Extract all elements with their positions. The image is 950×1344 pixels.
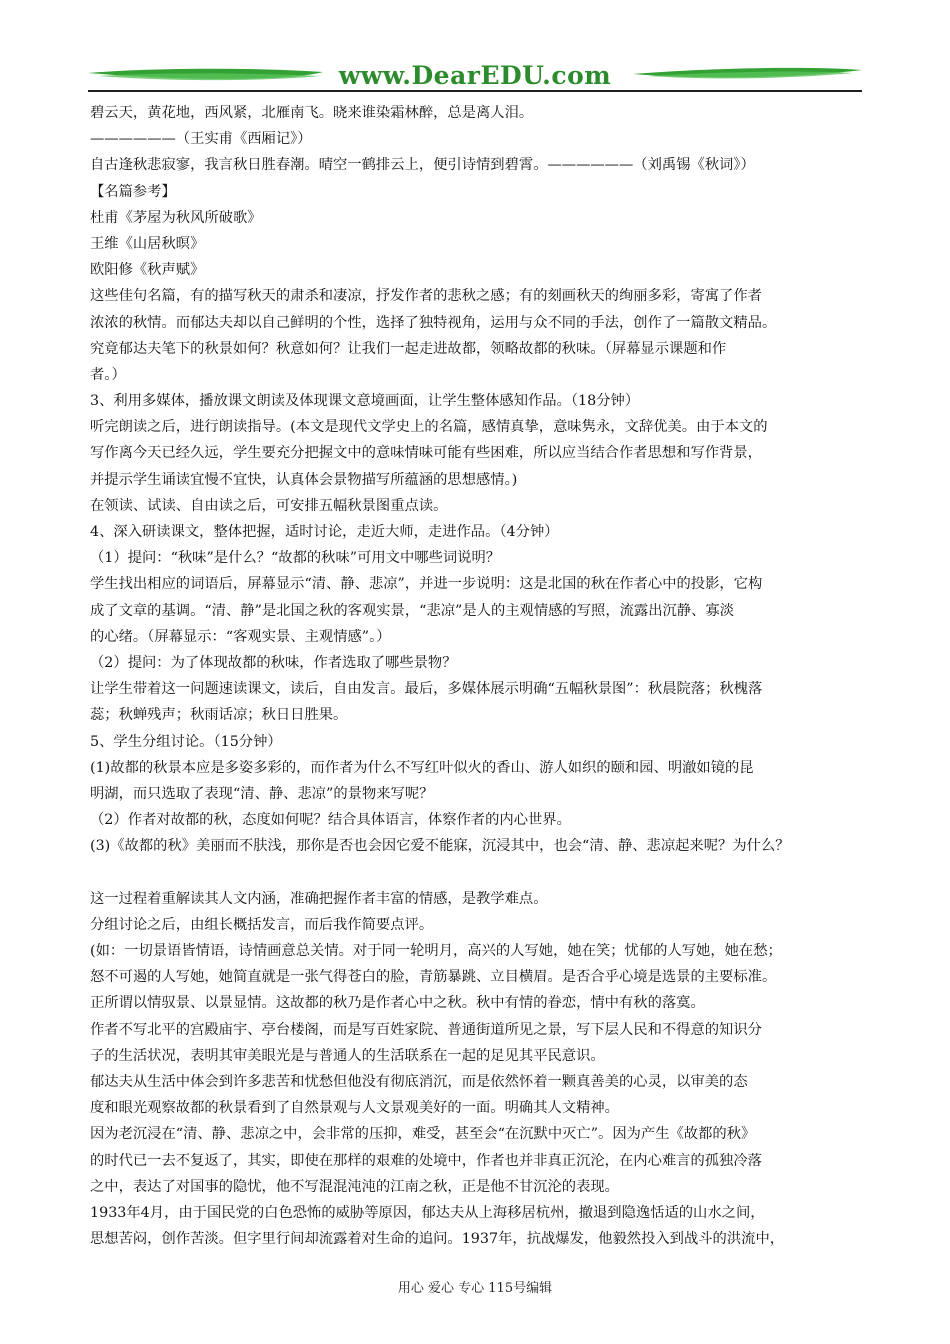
text-line: 碧云天，黄花地，西风紧，北雁南飞。晓来谁染霜林醉，总是离人泪。 bbox=[90, 105, 534, 121]
text-line: 学生找出相应的词语后，屏幕显示“清、静、悲凉”，并进一步说明：这是北国的秋在作者心中的投影，它构 bbox=[90, 576, 763, 593]
document-body bbox=[90, 100, 870, 1252]
text-line: 浓浓的秋情。而郁达夫却以自己鲜明的个性，选择了独特视角，运用与众不同的手法，创作了一篇散文精品。 bbox=[90, 314, 777, 331]
site-logo: www.DearEDU.com bbox=[338, 61, 612, 90]
text-line: 的时代已一去不复返了，其实，即使在那样的艰难的处境中，作者也并非真正沉沦，在内心难言的孤独冷落 bbox=[90, 1152, 762, 1169]
text-line: （2）作者对故都的秋，态度如何呢？结合具体语言，体察作者的内心世界。 bbox=[90, 812, 571, 829]
text-line: 明湖，而只选取了表现“清、静、悲凉”的景物来写呢？ bbox=[90, 785, 434, 802]
text-line: 正所谓以情驭景、以景显情。这故都的秋乃是作者心中之秋。秋中有情的眷恋，情中有秋的落寞。 bbox=[90, 995, 705, 1012]
text-line: (3)《故都的秋》美丽而不肤浅，那你是否也会因它爱不能寐，沉浸其中，也会“清、静、悲凉起来呢？为什么？ bbox=[90, 838, 790, 855]
text-line: 让学生带着这一问题速读课文，读后，自由发言。最后，多媒体展示明确“五幅秋景图”：秋晨院落；秋槐落 bbox=[90, 681, 763, 698]
text-line: 成了文章的基调。“清、静”是北国之秋的客观实景，“悲凉”是人的主观情感的写照，流露出沉静、寡淡 bbox=[90, 602, 734, 619]
text-line: 在领读、试读、自由读之后，可安排五幅秋景图重点读。 bbox=[90, 497, 448, 514]
text-line: 欧阳修《秋声赋》 bbox=[90, 262, 205, 279]
text-line: 这一过程着重解读其人文内涵，准确把握作者丰富的情感，是教学难点。 bbox=[90, 890, 548, 907]
text-line: 之中，表达了对国事的隐忧，他不写混混沌沌的江南之秋，正是他不甘沉沦的表现。 bbox=[90, 1178, 619, 1195]
text-line: 这些佳句名篇，有的描写秋天的肃杀和凄凉，抒发作者的悲秋之感；有的刻画秋天的绚丽多彩，寄寓了作者 bbox=[90, 288, 762, 305]
text-line: 1933年4月，由于国民党的白色恐怖的威胁等原因，郁达夫从上海移居杭州，撤退到隐逸恬适的山水之间， bbox=[90, 1204, 765, 1221]
blank-line bbox=[90, 859, 870, 885]
text-line: （2）提问：为了体现故都的秋味，作者选取了哪些景物？ bbox=[90, 654, 457, 671]
text-line: 因为老沉浸在“清、静、悲凉之中，会非常的压抑，难受，甚至会“在沉默中灭亡”。因为产生《故都的秋》 bbox=[90, 1126, 756, 1143]
text-line: 怒不可遏的人写她，她简直就是一张气得苍白的脸，青筋暴跳、立目横眉。是否合乎心境是选景的主要标准。 bbox=[90, 969, 777, 986]
text-line: 蕊；秋蝉残声；秋雨话凉；秋日日胜果。 bbox=[90, 707, 348, 724]
text-line: 究竟郁达夫笔下的秋景如何？秋意如何？让我们一起走进故都，领略故都的秋味。（屏幕显示课题和作 bbox=[90, 340, 727, 357]
text-line: 的心绪。（屏幕显示：“客观实景、主观情感”。） bbox=[90, 628, 391, 645]
text-line: (1)故都的秋景本应是多姿多彩的，而作者为什么不写红叶似火的香山、游人如织的颐和园、明澈如镜的昆 bbox=[90, 759, 754, 776]
text-line: 分组讨论之后，由组长概括发言，而后我作简要点评。 bbox=[90, 916, 434, 933]
text-line: 3、利用多媒体，播放课文朗读及体现课文意境画面，让学生整体感知作品。（18分钟） bbox=[90, 393, 640, 410]
text-line: 者。） bbox=[90, 366, 126, 383]
text-line: 4、深入研读课文，整体把握，适时讨论，走近大师，走进作品。（4分钟） bbox=[90, 524, 559, 540]
text-line: 子的生活状况，表明其审美眼光是与普通人的生活联系在一起的足见其平民意识。 bbox=[90, 1047, 605, 1064]
text-line: 写作离今天已经久远，学生要充分把握文中的意味情味可能有些困难，所以应当结合作者思想和写作背景， bbox=[90, 445, 762, 462]
text-line: 杜甫《茅屋为秋风所破歌》 bbox=[90, 209, 262, 226]
text-line: 5、学生分组讨论。（15分钟） bbox=[90, 733, 282, 750]
text-line: 王维《山居秋暝》 bbox=[90, 235, 205, 252]
text-line: （1）提问：“秋味”是什么？“故都的秋味”可用文中哪些词说明？ bbox=[90, 550, 501, 567]
text-line: 并提示学生诵读宜慢不宜快，认真体会景物描写所蕴涵的思想感情。) bbox=[90, 471, 518, 488]
text-line: ——————（王实甫《西厢记》） bbox=[90, 131, 312, 148]
page-header bbox=[88, 60, 862, 94]
page-footer: 用心 爱心 专心 115号编辑 bbox=[397, 1281, 553, 1296]
text-line: 郁达夫从生活中体会到许多悲苦和忧愁但他没有彻底消沉，而是依然怀着一颗真善美的心灵，以审美的态 bbox=[90, 1073, 748, 1090]
text-line: 听完朗读之后，进行朗读指导。(本文是现代文学史上的名篇，感情真挚，意味隽永，文辞优美。由于本文的 bbox=[90, 419, 768, 436]
text-line: 思想苦闷，创作苦淡。但字里行间却流露着对生命的追问。1937年，抗战爆发，他毅然投入到战斗的洪流中， bbox=[90, 1231, 785, 1248]
text-line: 度和眼光观察故都的秋景看到了自然景观与人文景观美好的一面。明确其人文精神。 bbox=[90, 1100, 619, 1117]
text-line: 作者不写北平的宫殿庙宇、亭台楼阁，而是写百姓家院、普通街道所见之景，写下层人民和不得意的知识分 bbox=[90, 1021, 762, 1038]
text-line: 自古逢秋悲寂寥，我言秋日胜春潮。晴空一鹤排云上，便引诗情到碧霄。——————（刘禹锡《秋词》） bbox=[90, 157, 755, 174]
text-line: (如：一切景语皆情语，诗情画意总关情。对于同一轮明月，高兴的人写她，她在笑；忧郁的人写她，她在愁； bbox=[90, 943, 782, 959]
text-line: 【名篇参考】 bbox=[90, 183, 176, 200]
